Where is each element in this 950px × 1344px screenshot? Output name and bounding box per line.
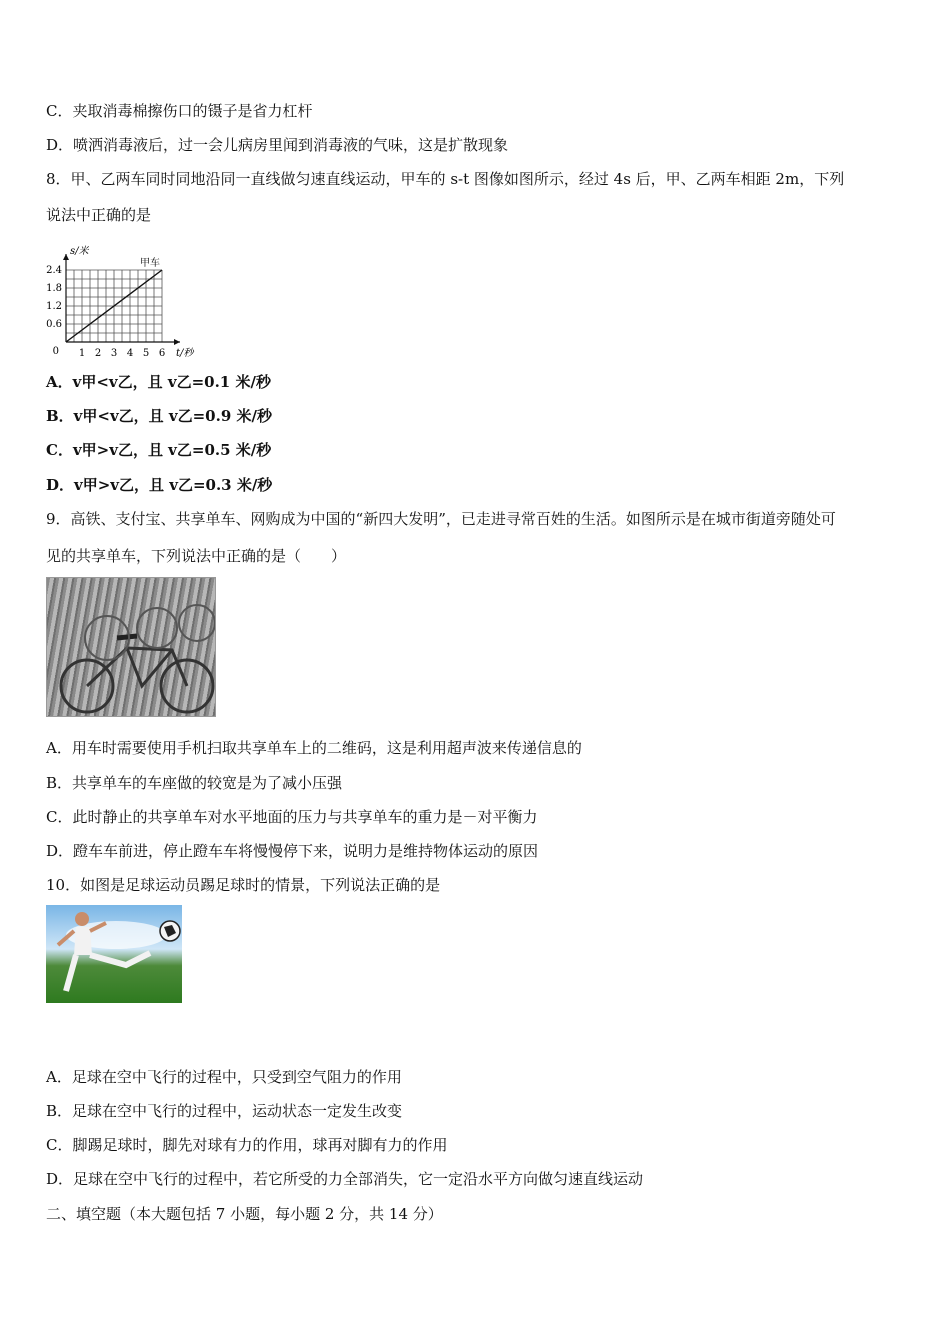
y-tick-label: 2.4	[46, 265, 62, 276]
y-tick-label: 0.6	[46, 319, 62, 330]
x-tick-label: 1	[78, 348, 86, 359]
y-axis-label: s/米	[70, 246, 89, 257]
q8-option-d: D．v甲>v乙，且 v乙=0.3 米/秒	[46, 476, 273, 494]
x-axis-label: t/秒	[176, 348, 194, 359]
q10-option-d: D．足球在空中飞行的过程中，若它所受的力全部消失，它一定沿水平方向做匀速直线运动	[46, 1170, 644, 1188]
section-2-title: 二、填空题（本大题包括 7 小题，每小题 2 分，共 14 分）	[46, 1205, 443, 1223]
q8-option-a: A．v甲<v乙，且 v乙=0.1 米/秒	[46, 373, 271, 391]
q9-option-c: C．此时静止的共享单车对水平地面的压力与共享单车的重力是－对平衡力	[46, 808, 538, 826]
x-tick-label: 3	[110, 348, 118, 359]
x-tick-label: 2	[94, 348, 102, 359]
q7-option-d: D．喷洒消毒液后，过一会儿病房里闻到消毒液的气味，这是扩散现象	[46, 136, 509, 154]
q10-option-a: A．足球在空中飞行的过程中，只受到空气阻力的作用	[46, 1068, 402, 1086]
y-axis-arrow	[63, 254, 69, 260]
q8-option-b: B．v甲<v乙，且 v乙=0.9 米/秒	[46, 407, 272, 425]
q10-stem: 10．如图是足球运动员踢足球时的情景，下列说法正确的是	[46, 876, 441, 894]
series-label-jia: 甲车	[140, 258, 160, 269]
q8-option-c: C．v甲>v乙，且 v乙=0.5 米/秒	[46, 441, 272, 459]
x-tick-label: 6	[158, 348, 166, 359]
q7-option-c: C．夹取消毒棉擦伤口的镊子是省力杠杆	[46, 102, 313, 120]
q9-stem-line1: 9．高铁、支付宝、共享单车、网购成为中国的“新四大发明”，已走进寻常百姓的生活。如图所示是在城市街道旁随处可	[46, 510, 836, 528]
y-tick-label: 1.2	[46, 301, 62, 312]
shared-bike-photo	[46, 577, 216, 717]
q9-option-b: B．共享单车的车座做的较宽是为了减小压强	[46, 774, 343, 792]
q9-option-a: A．用车时需要使用手机扫取共享单车上的二维码，这是利用超声波来传递信息的	[46, 739, 582, 757]
x-tick-label: 5	[142, 348, 150, 359]
x-axis-arrow	[174, 339, 180, 345]
q8-stem-line2: 说法中正确的是	[46, 206, 152, 224]
q9-option-d: D．蹬车车前进，停止蹬车车将慢慢停下来，说明力是维持物体运动的原因	[46, 842, 539, 860]
origin-label: 0	[52, 346, 59, 357]
x-tick-label: 4	[126, 348, 134, 359]
y-tick-label: 1.8	[46, 283, 62, 294]
soccer-player-photo	[46, 905, 182, 1003]
q8-stem-line1: 8．甲、乙两车同时同地沿同一直线做匀速直线运动，甲车的 s-t 图像如图所示，经过 4s 后，甲、乙两车相距 2m，下列	[46, 170, 845, 188]
s-t-graph	[40, 236, 210, 360]
q10-option-c: C．脚踢足球时，脚先对球有力的作用，球再对脚有力的作用	[46, 1136, 448, 1154]
q9-stem-line2: 见的共享单车，下列说法中正确的是（ ）	[46, 547, 347, 565]
q10-option-b: B．足球在空中飞行的过程中，运动状态一定发生改变	[46, 1102, 403, 1120]
